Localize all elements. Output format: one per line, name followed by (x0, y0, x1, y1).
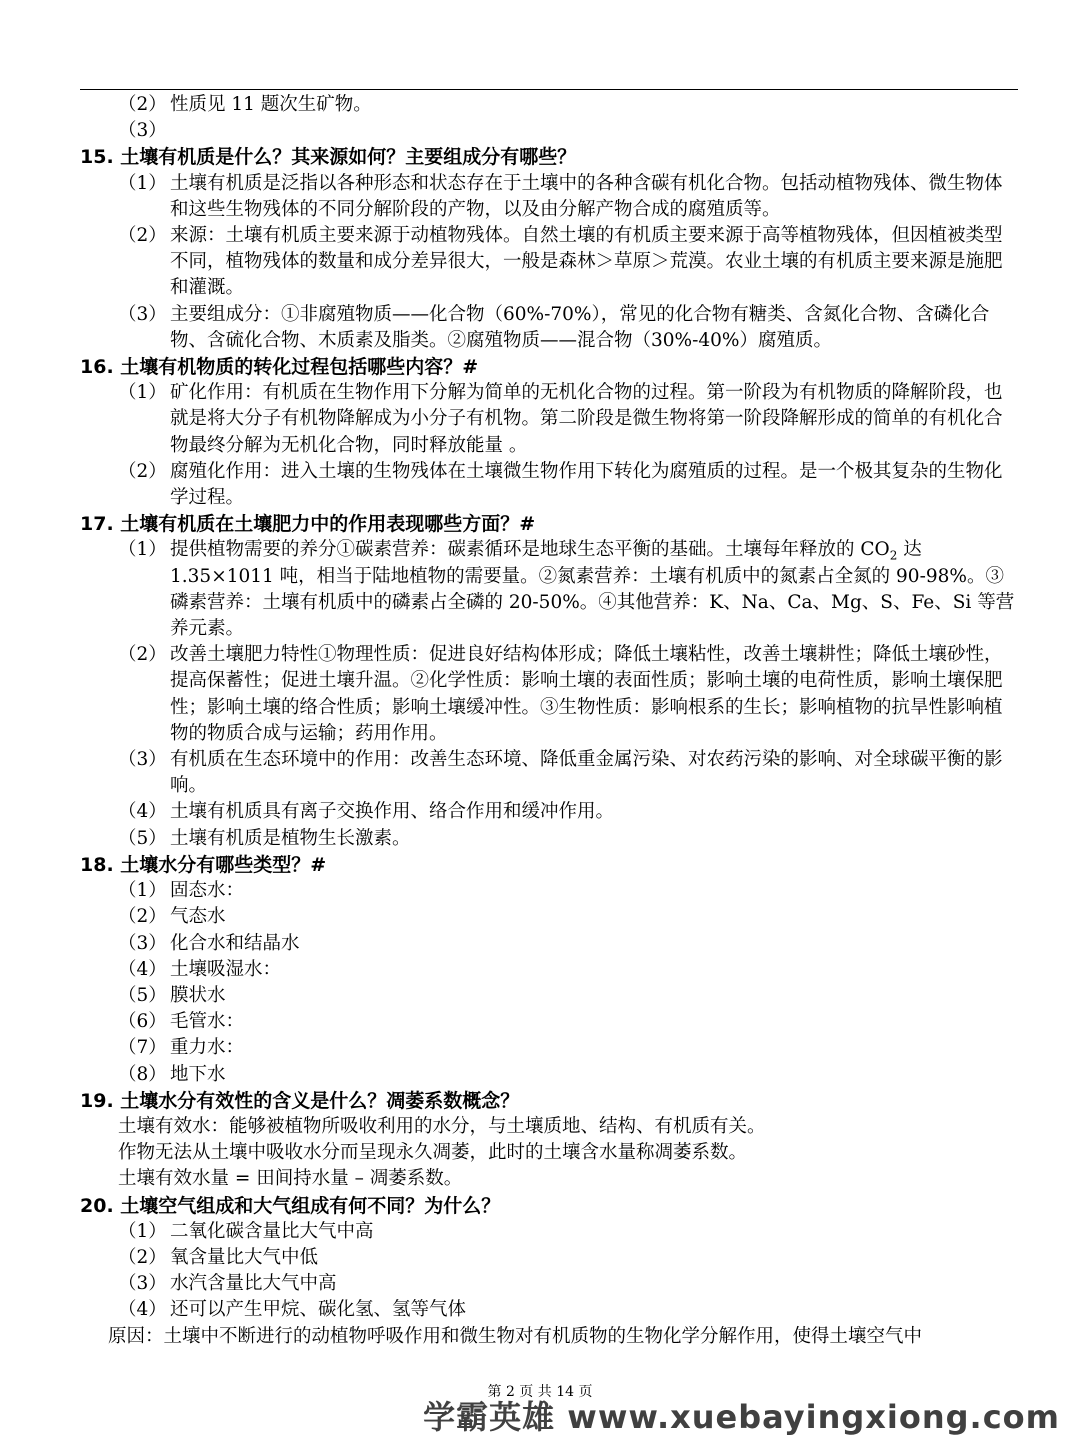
item-number: （3） (118, 120, 167, 142)
item-number: （3） (118, 303, 167, 325)
item-text: 土壤有机质是泛指以各种形态和状态存在于土壤中的各种含碳有机化合物。包括动植物残体、微生物体和这些生物残体的不同分解阶段的产物，以及由分解产物合成的腐殖质等。 (170, 172, 1003, 220)
item-text: 来源：土壤有机质主要来源于动植物残体。自然土壤的有机质主要来源于高等植物残体，但因植被类型不同，植物残体的数量和成分差异很大，一般是森林＞草原＞荒漠。农业土壤的有机质主要来源是施肥和灌溉。 (170, 225, 1003, 299)
list-item (80, 302, 1018, 354)
item-number: （1） (118, 1220, 167, 1242)
list-item (80, 1062, 1018, 1088)
paragraph: 土壤有效水：能够被植物所吸收利用的水分，与土壤质地、结构、有机质有关。 (118, 1115, 766, 1137)
item-number: （3） (118, 932, 167, 954)
item-number: （1） (118, 382, 167, 404)
item-text: 气态水 (170, 906, 226, 928)
item-number: （3） (118, 749, 167, 771)
item-number: （8） (118, 1063, 167, 1085)
list-item (80, 92, 1018, 118)
item-text (170, 118, 1018, 144)
item-number: （5） (118, 827, 167, 849)
item-text: 性质见 11 题次生矿物。 (170, 94, 372, 115)
list-item (80, 1035, 1018, 1061)
list-item (80, 826, 1018, 852)
list-item (80, 1009, 1018, 1035)
item-text: 还可以产生甲烷、碳化氢、氢等气体 (170, 1299, 467, 1321)
list-item (80, 904, 1018, 930)
item-number: （1） (118, 880, 167, 902)
list-item (80, 1271, 1018, 1297)
item-text: 膜状水 (170, 984, 226, 1006)
item-text: 化合水和结晶水 (170, 932, 300, 954)
document-body (80, 92, 1018, 1350)
item-number: （2） (118, 225, 167, 247)
cause-label: 原因： (108, 1325, 164, 1347)
item-number: （2） (118, 460, 167, 482)
page-footer: 第 2 页 共 14 页 (487, 1384, 593, 1400)
paragraph: 土壤有效水量 = 田间持水量 – 凋萎系数。 (118, 1168, 463, 1190)
item-number: （4） (118, 801, 167, 823)
question-16-title: 16. 土壤有机物质的转化过程包括哪些内容？# (80, 356, 479, 379)
item-text: 腐殖化作用：进入土壤的生物残体在土壤微生物作用下转化为腐殖质的过程。是一个极其复杂的生物化学过程。 (170, 460, 1003, 509)
list-item (80, 537, 1018, 642)
item-text: 二氧化碳含量比大气中高 (170, 1220, 374, 1242)
item-text: 土壤有机质是植物生长激素。 (170, 827, 411, 849)
list-item (80, 1219, 1018, 1245)
list-item (80, 1297, 1018, 1323)
item-number: （2） (118, 94, 167, 115)
item-number: （4） (118, 1299, 167, 1321)
list-item (80, 642, 1018, 747)
header-rule (80, 89, 1018, 90)
item-number: （5） (118, 984, 167, 1006)
list-item (80, 118, 1018, 144)
item-number: （4） (118, 958, 167, 980)
list-item (80, 799, 1018, 825)
list-item (80, 171, 1018, 223)
item-text-part: 达 1.35×1011 吨，相当于陆地植物的需要量。②氮素营养：土壤有机质中的氮素占全氮的 90-98%。③磷素营养：土壤有机质中的磷素占全磷的 20-50%。④其他营养：K、Na、Ca、Mg、S、Fe、Si 等营养元素。 (170, 539, 1015, 640)
item-text: 有机质在生态环境中的作用：改善生态环境、降低重金属污染、对农药污染的影响、对全球碳平衡的影响。 (170, 749, 1003, 797)
list-item (80, 223, 1018, 302)
item-number: （2） (118, 644, 167, 666)
item-text: 毛管水： (170, 1011, 245, 1033)
item-text-part: 提供植物需要的养分①碳素营养：碳素循环是地球生态平衡的基础。土壤每年释放的 CO (170, 539, 890, 561)
item-text: 水汽含量比大气中高 (170, 1273, 337, 1295)
item-text: 矿化作用：有机质在生物作用下分解为简单的无机化合物的过程。第一阶段为有机物质的降解阶段，也就是将大分子有机物降解成为小分子有机物。第二阶段是微生物将第一阶段降解形成的简单的有机化合物最终分解为无机化合物，同时释放能量 。 (170, 382, 1003, 456)
list-item (80, 1245, 1018, 1271)
item-text: 氧含量比大气中低 (170, 1246, 319, 1268)
question-18-title: 18. 土壤水分有哪些类型？# (80, 853, 327, 876)
cause-paragraph (80, 1324, 1018, 1350)
list-item (80, 380, 1018, 459)
item-number: （1） (118, 539, 167, 561)
item-number: （6） (118, 1011, 167, 1033)
paragraph: 作物无法从土壤中吸收水分而呈现永久凋萎，此时的土壤含水量称凋萎系数。 (118, 1142, 748, 1164)
question-15-title: 15. 土壤有机质是什么？其来源如何？主要组成分有哪些？ (80, 146, 577, 169)
question-17-title: 17. 土壤有机质在土壤肥力中的作用表现哪些方面？# (80, 513, 536, 536)
item-text: 主要组成分：①非腐殖物质——化合物（60%-70%），常见的化合物有糖类、含氮化合物、含磷化合物、含硫化合物、木质素及脂类。②腐殖物质——混合物（30%-40%）腐殖质。 (170, 303, 990, 351)
list-item (80, 931, 1018, 957)
item-text: 固态水： (170, 880, 245, 902)
item-number: （2） (118, 906, 167, 928)
list-item (80, 747, 1018, 799)
item-number: （3） (118, 1273, 167, 1295)
list-item (80, 878, 1018, 904)
item-number: （2） (118, 1246, 167, 1268)
watermark: 学霸英雄 www.xuebayingxiong.com (423, 1398, 1060, 1436)
item-text: 重力水： (170, 1037, 245, 1059)
subscript: 2 (889, 549, 898, 564)
question-19-title: 19. 土壤水分有效性的含义是什么？凋萎系数概念？ (80, 1089, 520, 1112)
question-20-title: 20. 土壤空气组成和大气组成有何不同？为什么？ (80, 1194, 501, 1217)
cause-text: 土壤中不断进行的动植物呼吸作用和微生物对有机质物的生物化学分解作用，使得土壤空气中 (163, 1325, 923, 1347)
list-item (80, 957, 1018, 983)
item-number: （7） (118, 1037, 167, 1059)
item-text: 地下水 (170, 1063, 226, 1085)
item-number: （1） (118, 172, 167, 194)
list-item (80, 983, 1018, 1009)
item-text: 土壤吸湿水： (170, 958, 282, 980)
item-text: 改善土壤肥力特性①物理性质：促进良好结构体形成；降低土壤粘性，改善土壤耕性；降低土壤砂性，提高保蓄性；促进土壤升温。②化学性质：影响土壤的表面性质；影响土壤的电荷性质，影响土壤保肥性；影响土壤的络合性质；影响土壤缓冲性。③生物性质：影响根系的生长；影响植物的抗旱性影响植物的物质合成与运输；药用作用。 (170, 644, 1003, 744)
item-text: 土壤有机质具有离子交换作用、络合作用和缓冲作用。 (170, 801, 615, 823)
list-item (80, 459, 1018, 511)
item-text (170, 537, 1018, 642)
